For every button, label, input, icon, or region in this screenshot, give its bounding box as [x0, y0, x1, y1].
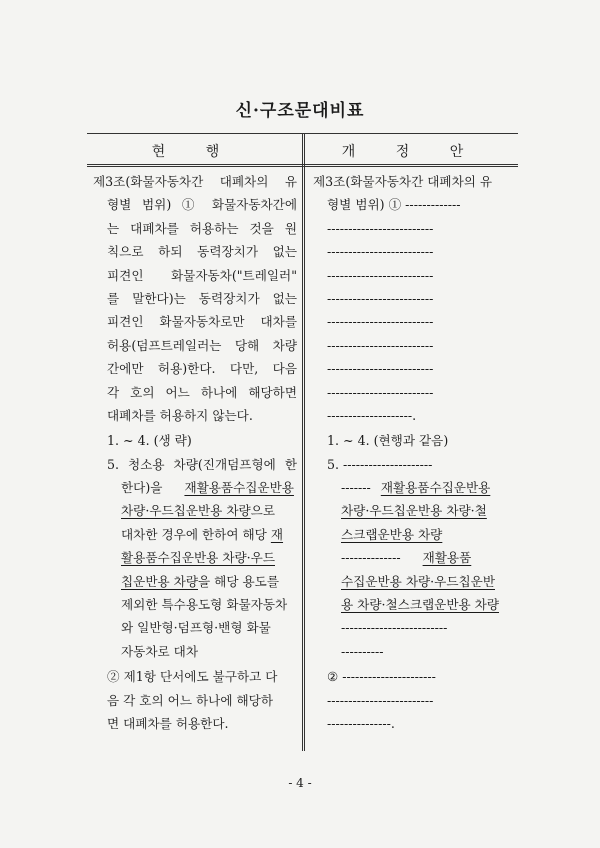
current-underlined: 활용품수집운반용 차량·우드	[121, 550, 275, 566]
current-line: 는 대폐차를 허용하는 것을 원	[107, 220, 297, 236]
current-line: 자동차로 대차	[121, 643, 198, 659]
revised-line: 5. ---------------------	[327, 456, 433, 472]
revised-line: ---------------.	[327, 715, 395, 731]
revised-line: -------------------------	[327, 244, 434, 260]
revised-underlined: 재활용품수집운반용	[380, 480, 491, 496]
current-line	[93, 476, 297, 499]
current-line: 피견인 화물자동차("트레일러"	[107, 267, 297, 283]
current-text: 을 해당 용도를	[198, 573, 279, 589]
revised-underlined: 재활용품	[422, 550, 472, 566]
header-current: 현 행	[151, 144, 238, 160]
revised-underlined: 수집운반용 차량·우드칩운반	[341, 573, 495, 589]
revised-line	[313, 476, 513, 499]
revised-line: -------------------------	[327, 337, 434, 353]
current-underlined: 칩운반용 차량	[121, 573, 198, 589]
revised-line: -------------------------	[327, 361, 434, 377]
current-line	[93, 499, 297, 522]
revised-line: -------------------------	[327, 692, 434, 708]
current-underlined: 재	[270, 526, 284, 542]
current-line	[93, 523, 297, 546]
revised-text: -------	[341, 480, 371, 496]
column-divider	[302, 134, 305, 751]
page-number: - 4 -	[288, 776, 312, 790]
current-line: 를 말한다)는 동력장치가 없는	[107, 290, 297, 306]
current-underlined: 차량·우드칩운반용 차량	[121, 503, 251, 519]
current-line: 와 일반형·덤프형·밴형 화물	[121, 620, 271, 636]
current-line	[93, 570, 297, 593]
revised-line: -------------------------	[327, 220, 434, 236]
current-line: 허용(덤프트레일러는 당해 차량	[107, 337, 297, 353]
revised-underlined: 용 차량·철스크랩운반용 차량	[341, 597, 499, 613]
current-text: 대차한 경우에 한하여 해당	[121, 526, 267, 542]
current-line: ② 제1항 단서에도 불구하고 다	[107, 669, 278, 685]
current-line: 각 호의 어느 하나에 해당하면	[107, 384, 297, 400]
revised-line	[313, 546, 513, 569]
current-line: 1. ~ 4. (생 략)	[107, 433, 192, 449]
page-title: 신·구조문대비표	[235, 101, 365, 121]
revised-line: -------------------------	[327, 267, 434, 283]
current-line: 간에만 허용)한다. 다만, 다음	[107, 361, 297, 377]
revised-text: --------------	[341, 550, 401, 566]
current-underlined: 재활용품수집운반용	[184, 480, 294, 496]
revised-line: -------------------------	[327, 384, 434, 400]
revised-line: -------------------------	[327, 290, 434, 306]
current-line: 칙으로 하되 동력장치가 없는	[107, 244, 297, 260]
revised-line: -------------------------	[341, 620, 448, 636]
comparison-table	[87, 133, 518, 751]
current-line: 형별 범위) ① 화물자동차간에	[107, 197, 297, 213]
revised-line	[313, 570, 513, 593]
current-line: 5. 청소용 차량(진개덤프형에 한	[107, 456, 297, 472]
revised-line: ② ----------------------	[327, 669, 436, 685]
revised-underlined: 차량·우드칩운반용 차량·철	[341, 503, 487, 519]
current-line: 대폐차를 허용하지 않는다.	[107, 407, 253, 423]
revised-underlined: 스크랩운반용 차량	[341, 526, 443, 542]
header-revised: 개 정 안	[341, 144, 482, 160]
current-line: 제외한 특수용도형 화물자동차	[121, 597, 288, 613]
revised-line	[313, 499, 513, 522]
revised-line: ----------	[341, 643, 384, 659]
current-line	[93, 546, 297, 569]
current-text: 한다)을	[121, 480, 163, 496]
revised-line	[313, 523, 513, 546]
revised-column	[313, 170, 513, 735]
revised-line: --------------------.	[327, 407, 417, 423]
current-column	[93, 170, 297, 735]
revised-line: 제3조(화물자동차간 대폐차의 유	[313, 174, 493, 189]
current-text: 으로	[250, 503, 276, 519]
current-line: 피견인 화물자동차로만 대차를	[107, 314, 297, 330]
revised-line: 1. ~ 4. (현행과 같음)	[327, 433, 449, 449]
revised-line	[313, 593, 513, 616]
revised-line: -------------------------	[327, 314, 434, 330]
current-line: 음 각 호의 어느 하나에 해당하	[107, 692, 274, 708]
revised-line: 형별 범위) ① -------------	[327, 197, 461, 213]
current-line: 제3조(화물자동차간 대폐차의 유	[93, 174, 297, 189]
current-line: 면 대폐차를 허용한다.	[107, 715, 229, 731]
